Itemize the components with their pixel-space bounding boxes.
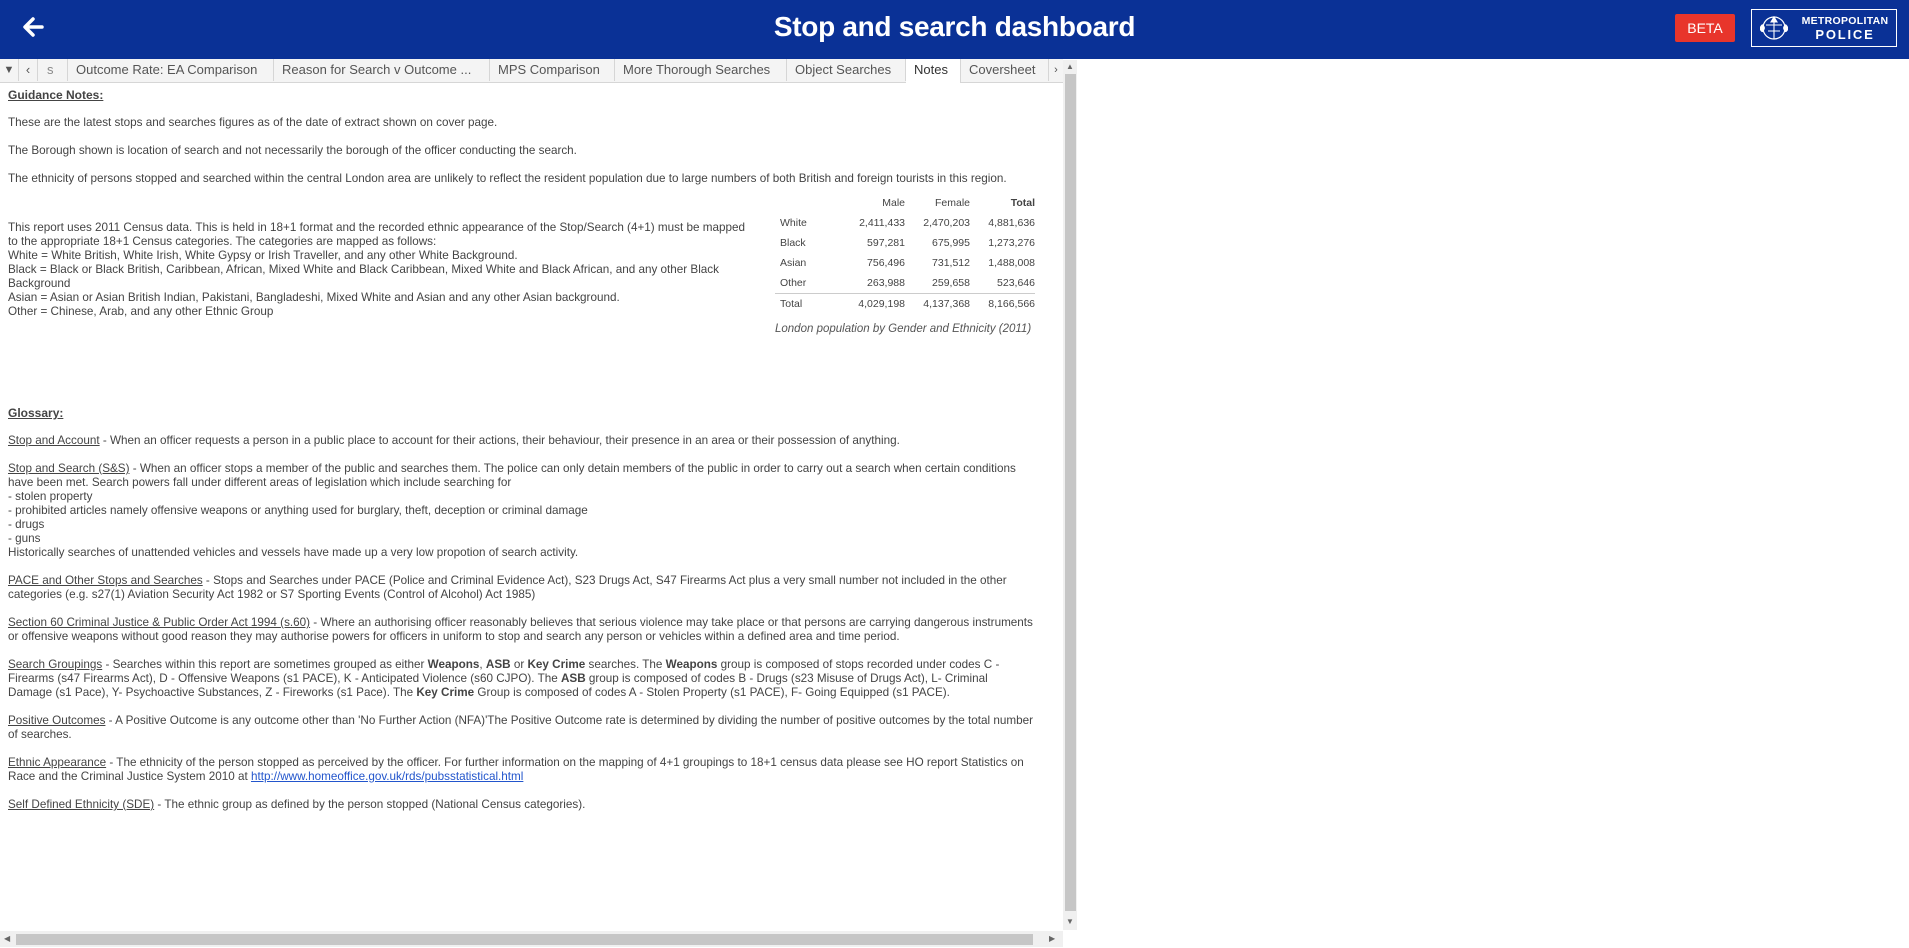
sheet-tab-bar	[0, 59, 1063, 83]
list-item: - drugs	[8, 518, 45, 531]
group-weapons: Weapons	[427, 658, 480, 671]
cell-female: 731,512	[932, 257, 970, 269]
row-label: Black	[780, 237, 806, 249]
glossary-text: ,	[479, 658, 486, 671]
glossary-text: searches. The	[585, 658, 666, 671]
column-header	[775, 193, 840, 213]
horizontal-scroll-thumb[interactable]	[16, 934, 1033, 945]
page-title: Stop and search dashboard	[773, 11, 1136, 42]
glossary-text: Group is composed of codes A - Stolen Property (s1 PACE), F- Going Equipped (s1 PACE).	[474, 686, 950, 699]
table-caption: London population by Gender and Ethnicity (2011)	[775, 323, 1032, 335]
tab-scroll-right-button[interactable]	[1049, 59, 1063, 81]
row-label: Total	[775, 294, 840, 315]
tab-coversheet[interactable]: Coversheet	[961, 59, 1049, 81]
census-line: This report uses 2011 Census data. This is held in 18+1 format and the recorded ethnic appearance of the Stop/Search (4+1) must be mapped	[8, 221, 745, 234]
homeoffice-link[interactable]: http://www.homeoffice.gov.uk/rds/pubsstatistical.html	[250, 770, 524, 783]
glossary-definition: or offensive weapons without good reason they may authorise powers for officers in uniform to stop and search any person or vehicles within a defined area and time period.	[8, 630, 900, 643]
cell-total: 1,488,008	[988, 257, 1035, 269]
glossary-text: Damage (s1 Pace), Y- Psychoactive Substances, Z - Fireworks (s1 Pace). The	[8, 686, 417, 699]
glossary-definition: have been met. Search powers fall under different areas of legislation which include searching for	[8, 476, 512, 489]
cell-male: 2,411,433	[859, 217, 905, 229]
glossary-definition: - A Positive Outcome is any outcome other than 'No Further Action (NFA)'The Positive Outcome rate is determined by dividing the number of positive outcomes by the total number	[105, 714, 1034, 727]
glossary-search-groupings	[8, 658, 1063, 700]
chevron-right-icon: ›	[1054, 64, 1058, 76]
vertical-scrollbar[interactable]	[1063, 60, 1077, 930]
list-item: - guns	[8, 532, 41, 545]
chevron-left-icon: ‹	[25, 62, 31, 77]
tab-object-searches[interactable]: Object Searches	[787, 59, 906, 81]
logo-text	[1796, 14, 1894, 42]
cell-female: 675,995	[932, 237, 970, 249]
census-line: White = White British, White Irish, White Gypsy or Irish Traveller, and any other White Background.	[8, 249, 518, 262]
guidance-p3: The ethnicity of persons stopped and searched within the central London area are unlikely to reflect the resident population due to large numbers of both British and foreign tourists in this region.	[8, 172, 1007, 185]
glossary-heading: Glossary:	[8, 406, 64, 420]
notes-content	[0, 83, 1063, 931]
guidance-p2: The Borough shown is location of search and not necessarily the borough of the officer conducting the search.	[8, 144, 577, 157]
tab-scroll-left-button[interactable]	[19, 59, 38, 81]
glossary-text: group is composed of codes B - Drugs (s23 Misuse of Drugs Act), L- Criminal	[585, 672, 988, 685]
glossary-section-60	[8, 616, 1063, 644]
scroll-down-arrow-icon[interactable]: ▼	[1066, 917, 1074, 926]
census-line: Black = Black or Black British, Caribbean, African, Mixed White and Black Caribbean, Mixed White and Black African, and any other Black	[8, 263, 719, 276]
glossary-term: Positive Outcomes	[8, 714, 106, 727]
list-item: - stolen property	[8, 490, 93, 503]
vertical-scroll-thumb[interactable]	[1065, 74, 1076, 911]
group-asb: ASB	[485, 658, 511, 671]
table-row	[775, 273, 1035, 294]
column-header: Male	[882, 197, 905, 209]
group-key-crime: Key Crime	[527, 658, 586, 671]
glossary-definition: - The ethnic group as defined by the person stopped (National Census categories).	[154, 798, 586, 811]
glossary-text: - Searches within this report are sometimes grouped as either	[102, 658, 428, 671]
beta-badge[interactable]: BETA	[1675, 14, 1735, 42]
cell-total: 8,166,566	[970, 294, 1035, 315]
glossary-text: Firearms (s47 Firearms Act), D - Offensive Weapons (s1 PACE), K - Anticipated Violence (s60 CJPO). The	[8, 672, 561, 685]
logo-line-2: POLICE	[1815, 27, 1875, 42]
cell-male: 597,281	[867, 237, 905, 249]
logo-line-1: METROPOLITAN	[1801, 15, 1889, 27]
tab-notes[interactable]: Notes	[906, 59, 961, 83]
glossary-definition: - Stops and Searches under PACE (Police and Criminal Evidence Act), S23 Drugs Act, S47 Firearms Act plus a very small number not included in the other	[202, 574, 1007, 587]
glossary-definition: Race and the Criminal Justice System 2010 at	[8, 770, 251, 783]
tab-outcome-rate[interactable]: Outcome Rate: EA Comparison	[68, 59, 274, 81]
glossary-definition: - The ethnicity of the person stopped as perceived by the officer. For further information on the mapping of 4+1 groupings to 18+1 census data please see HO report Statistics on	[106, 756, 1024, 769]
census-line: to the appropriate 18+1 Census categories. The categories are mapped as follows:	[8, 235, 437, 248]
glossary-term: Search Groupings	[8, 658, 103, 671]
table-header-row	[775, 193, 1035, 213]
scroll-up-arrow-icon[interactable]: ▲	[1066, 62, 1074, 71]
crest-icon	[1756, 13, 1792, 43]
glossary-self-defined-ethnicity	[8, 798, 1063, 812]
met-police-logo	[1751, 9, 1897, 47]
tab-menu-button[interactable]	[0, 59, 19, 81]
glossary-positive-outcomes	[8, 714, 1063, 742]
list-item: - prohibited articles namely offensive weapons or anything used for burglary, theft, deception or criminal damage	[8, 504, 588, 517]
caret-down-icon: ▼	[3, 64, 15, 76]
cell-male: 4,029,198	[840, 294, 905, 315]
census-line: Other = Chinese, Arab, and any other Ethnic Group	[8, 305, 274, 318]
tab-partial[interactable]: s	[38, 59, 68, 81]
glossary-stop-and-search	[8, 462, 1063, 560]
tab-mps-comparison[interactable]: MPS Comparison	[490, 59, 615, 81]
glossary-definition: categories (e.g. s27(1) Aviation Security Act 1982 or S7 Sporting Events (Control of Alcohol) Act 1985)	[8, 588, 536, 601]
cell-total: 1,273,276	[988, 237, 1035, 249]
glossary-definition: Historically searches of unattended vehicles and vessels have made up a very low propotion of search activity.	[8, 546, 579, 559]
glossary-term: Self Defined Ethnicity (SDE)	[8, 798, 155, 811]
tab-reason-for-search[interactable]: Reason for Search v Outcome ...	[274, 59, 490, 81]
glossary-definition: - When an officer requests a person in a public place to account for their actions, their behaviour, their presence in an area or their possession of anything.	[99, 434, 900, 447]
scroll-right-arrow-icon[interactable]: ▶	[1049, 934, 1056, 943]
scroll-left-arrow-icon[interactable]: ◀	[4, 934, 11, 943]
top-bar	[0, 0, 1909, 59]
cell-female: 4,137,368	[905, 294, 970, 315]
glossary-term: Stop and Account	[8, 434, 100, 447]
glossary-term: Ethnic Appearance	[8, 756, 107, 769]
row-label: Asian	[780, 257, 807, 269]
group-key-crime: Key Crime	[416, 686, 475, 699]
cell-female: 2,470,203	[923, 217, 970, 229]
census-paragraph	[8, 221, 768, 319]
cell-male: 756,496	[867, 257, 905, 269]
row-label: White	[780, 217, 807, 229]
glossary-definition: of searches.	[8, 728, 72, 741]
glossary-term: Section 60 Criminal Justice & Public Order Act 1994 (s.60)	[8, 616, 311, 629]
table-row	[775, 253, 1035, 273]
cell-female: 259,658	[932, 277, 970, 289]
guidance-p1: These are the latest stops and searches figures as of the date of extract shown on cover page.	[8, 116, 498, 129]
census-line: Asian = Asian or Asian British Indian, Pakistani, Bangladeshi, Mixed White and Asian and any other Asian background.	[8, 291, 620, 304]
table-row	[775, 213, 1035, 233]
cell-male: 263,988	[867, 277, 905, 289]
glossary-pace	[8, 574, 1063, 602]
table-total-row	[775, 294, 1035, 315]
table-row	[775, 233, 1035, 253]
glossary-term: PACE and Other Stops and Searches	[8, 574, 203, 587]
row-label: Other	[780, 277, 807, 289]
glossary-text: or	[510, 658, 528, 671]
glossary-definition: - Where an authorising officer reasonably believes that serious violence may take place or that persons are carrying dangerous instruments	[310, 616, 1033, 629]
glossary-definition: - When an officer stops a member of the public and searches them. The police can only detain members of the public in order to carry out a search when certain conditions	[129, 462, 1016, 475]
population-table	[775, 193, 1035, 314]
glossary-ethnic-appearance	[8, 756, 1063, 784]
group-asb: ASB	[560, 672, 586, 685]
group-weapons: Weapons	[665, 658, 718, 671]
glossary-text: group is composed of stops recorded under codes C -	[717, 658, 1000, 671]
glossary-term: Stop and Search (S&S)	[8, 462, 130, 475]
cell-total: 523,646	[997, 277, 1035, 289]
glossary-stop-and-account	[8, 434, 1063, 448]
column-header: Total	[1010, 197, 1035, 209]
horizontal-scrollbar[interactable]	[0, 931, 1063, 947]
tab-more-thorough[interactable]: More Thorough Searches	[615, 59, 787, 81]
guidance-heading: Guidance Notes:	[8, 88, 104, 102]
cell-total: 4,881,636	[988, 217, 1035, 229]
column-header: Female	[934, 197, 970, 209]
census-line: Background	[8, 277, 71, 290]
